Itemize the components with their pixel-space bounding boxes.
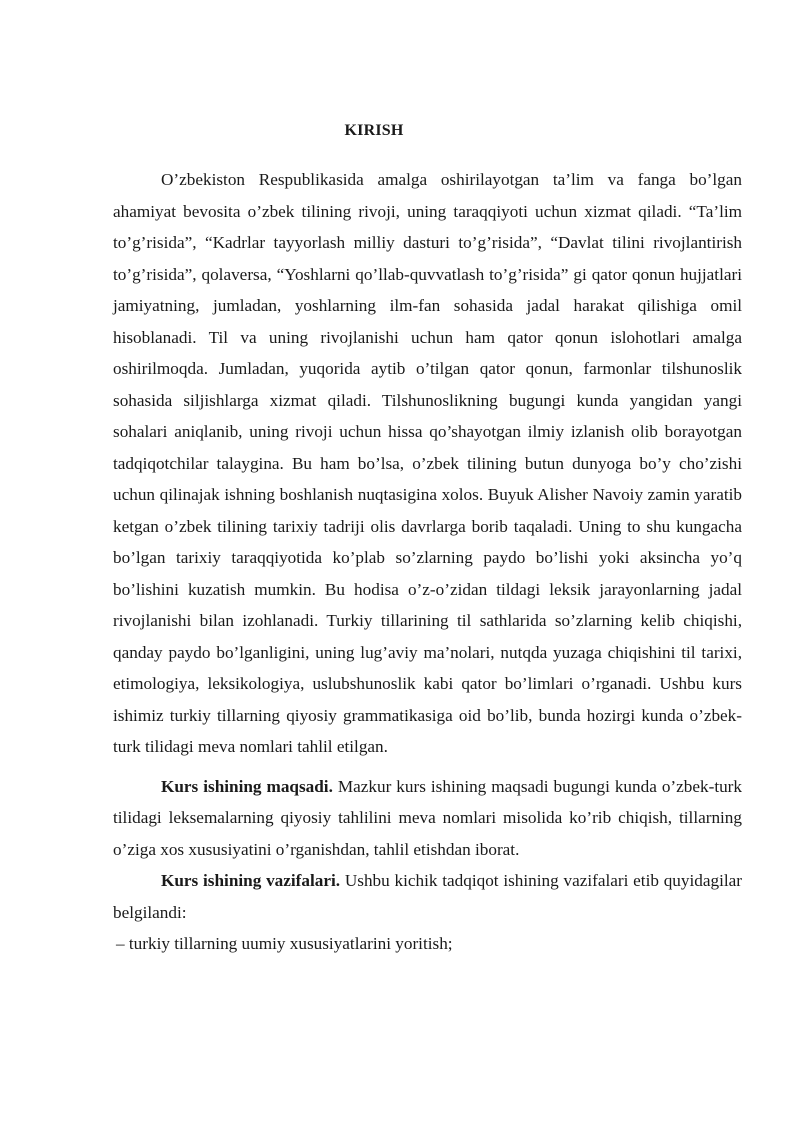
task-list-item: – turkiy tillarning uumiy xususiyatlarini yoritish; xyxy=(116,934,453,953)
page-title: KIRISH xyxy=(344,122,404,139)
tasks-text: Ushbu kichik tadqiqot ishining vazifalari etib quyidagilar belgilandi: xyxy=(113,871,742,922)
goal-text: Mazkur kurs ishining maqsadi bugungi kunda o’zbek-turk tilidagi leksemalarning qiyosiy tahlilini meva nomlari misolida ko’rib chiqish, tillarning o’ziga xos xususiyatini o’rganishdan, tahlil etishdan iborat. xyxy=(113,776,743,859)
document-body xyxy=(113,164,742,960)
intro-paragraph: O’zbekiston Respublikasida amalga oshirilayotgan ta’lim va fanga bo’lgan ahamiyat bevosita o’zbek tilining rivoji, uning taraqqiyoti uchun xizmat qiladi. “Ta’lim to’g’risida”, “Kadrlar tayyorlash milliy dasturi to’g’risida”, “Davlat tilini rivojlantirish to’g’risida”, qolaversa, “Yoshlarni qo’llab-quvvatlash to’g’risida” gi qator qonun hujjatlari jamiyatning, jumladan, yoshlarning ilm-fan sohasida jadal harakat qilishiga omil hisoblanadi. Til va uning rivojlanishi uchun ham qator qonun islohotlari amalga oshirilmoqda. Jumladan, yuqorida aytib o’tilgan qator qonun, farmonlar tilshunoslik sohasida siljishlarga xizmat qiladi. Tilshunoslikning bugungi kunda yangidan yangi sohalari aniqlanib, uning rivoji uchun hissa qo’shayotgan ilmiy izlanish olib borayotgan tadqiqotchilar talaygina. Bu ham bo’lsa, o’zbek tilining butun dunyoga bo’y cho’zishi uchun qilinajak ishning boshlanish nuqtasigina xolos. Buyuk Alisher Navoiy zamin yaratib ketgan o’zbek tilining tarixiy tadriji olis davrlarga borib taqaladi. Uning to shu kungacha bo’lgan tarixiy taraqqiyotida ko’plab so’zlarning paydo bo’lishi yoki aksincha yo’q bo’lishini kuzatish mumkin. Bu hodisa o’z-o’zidan tildagi leksik jarayonlarning jadal rivojlanishi bilan izohlanadi. Turkiy tillarining til sathlarida so’zlarning kelib chiqishi, qanday paydo bo’lganligini, uning lug’aviy ma’nolari, nutqda yuzaga chiqishini til tarixi, etimologiya, leksikologiya, uslubshunoslik kabi qator bo’limlari o’rganadi. Ushbu kurs ishimiz turkiy tillarning qiyosiy grammatikasiga oid bo’lib, bunda hozirgi kunda o’zbek-turk tilidagi meva nomlari tahlil etilgan. xyxy=(113,170,742,756)
goal-label: Kurs ishining maqsadi. xyxy=(161,776,333,796)
goal-paragraph xyxy=(113,771,742,866)
tasks-label: Kurs ishining vazifalari. xyxy=(161,871,341,890)
tasks-paragraph xyxy=(113,865,742,928)
